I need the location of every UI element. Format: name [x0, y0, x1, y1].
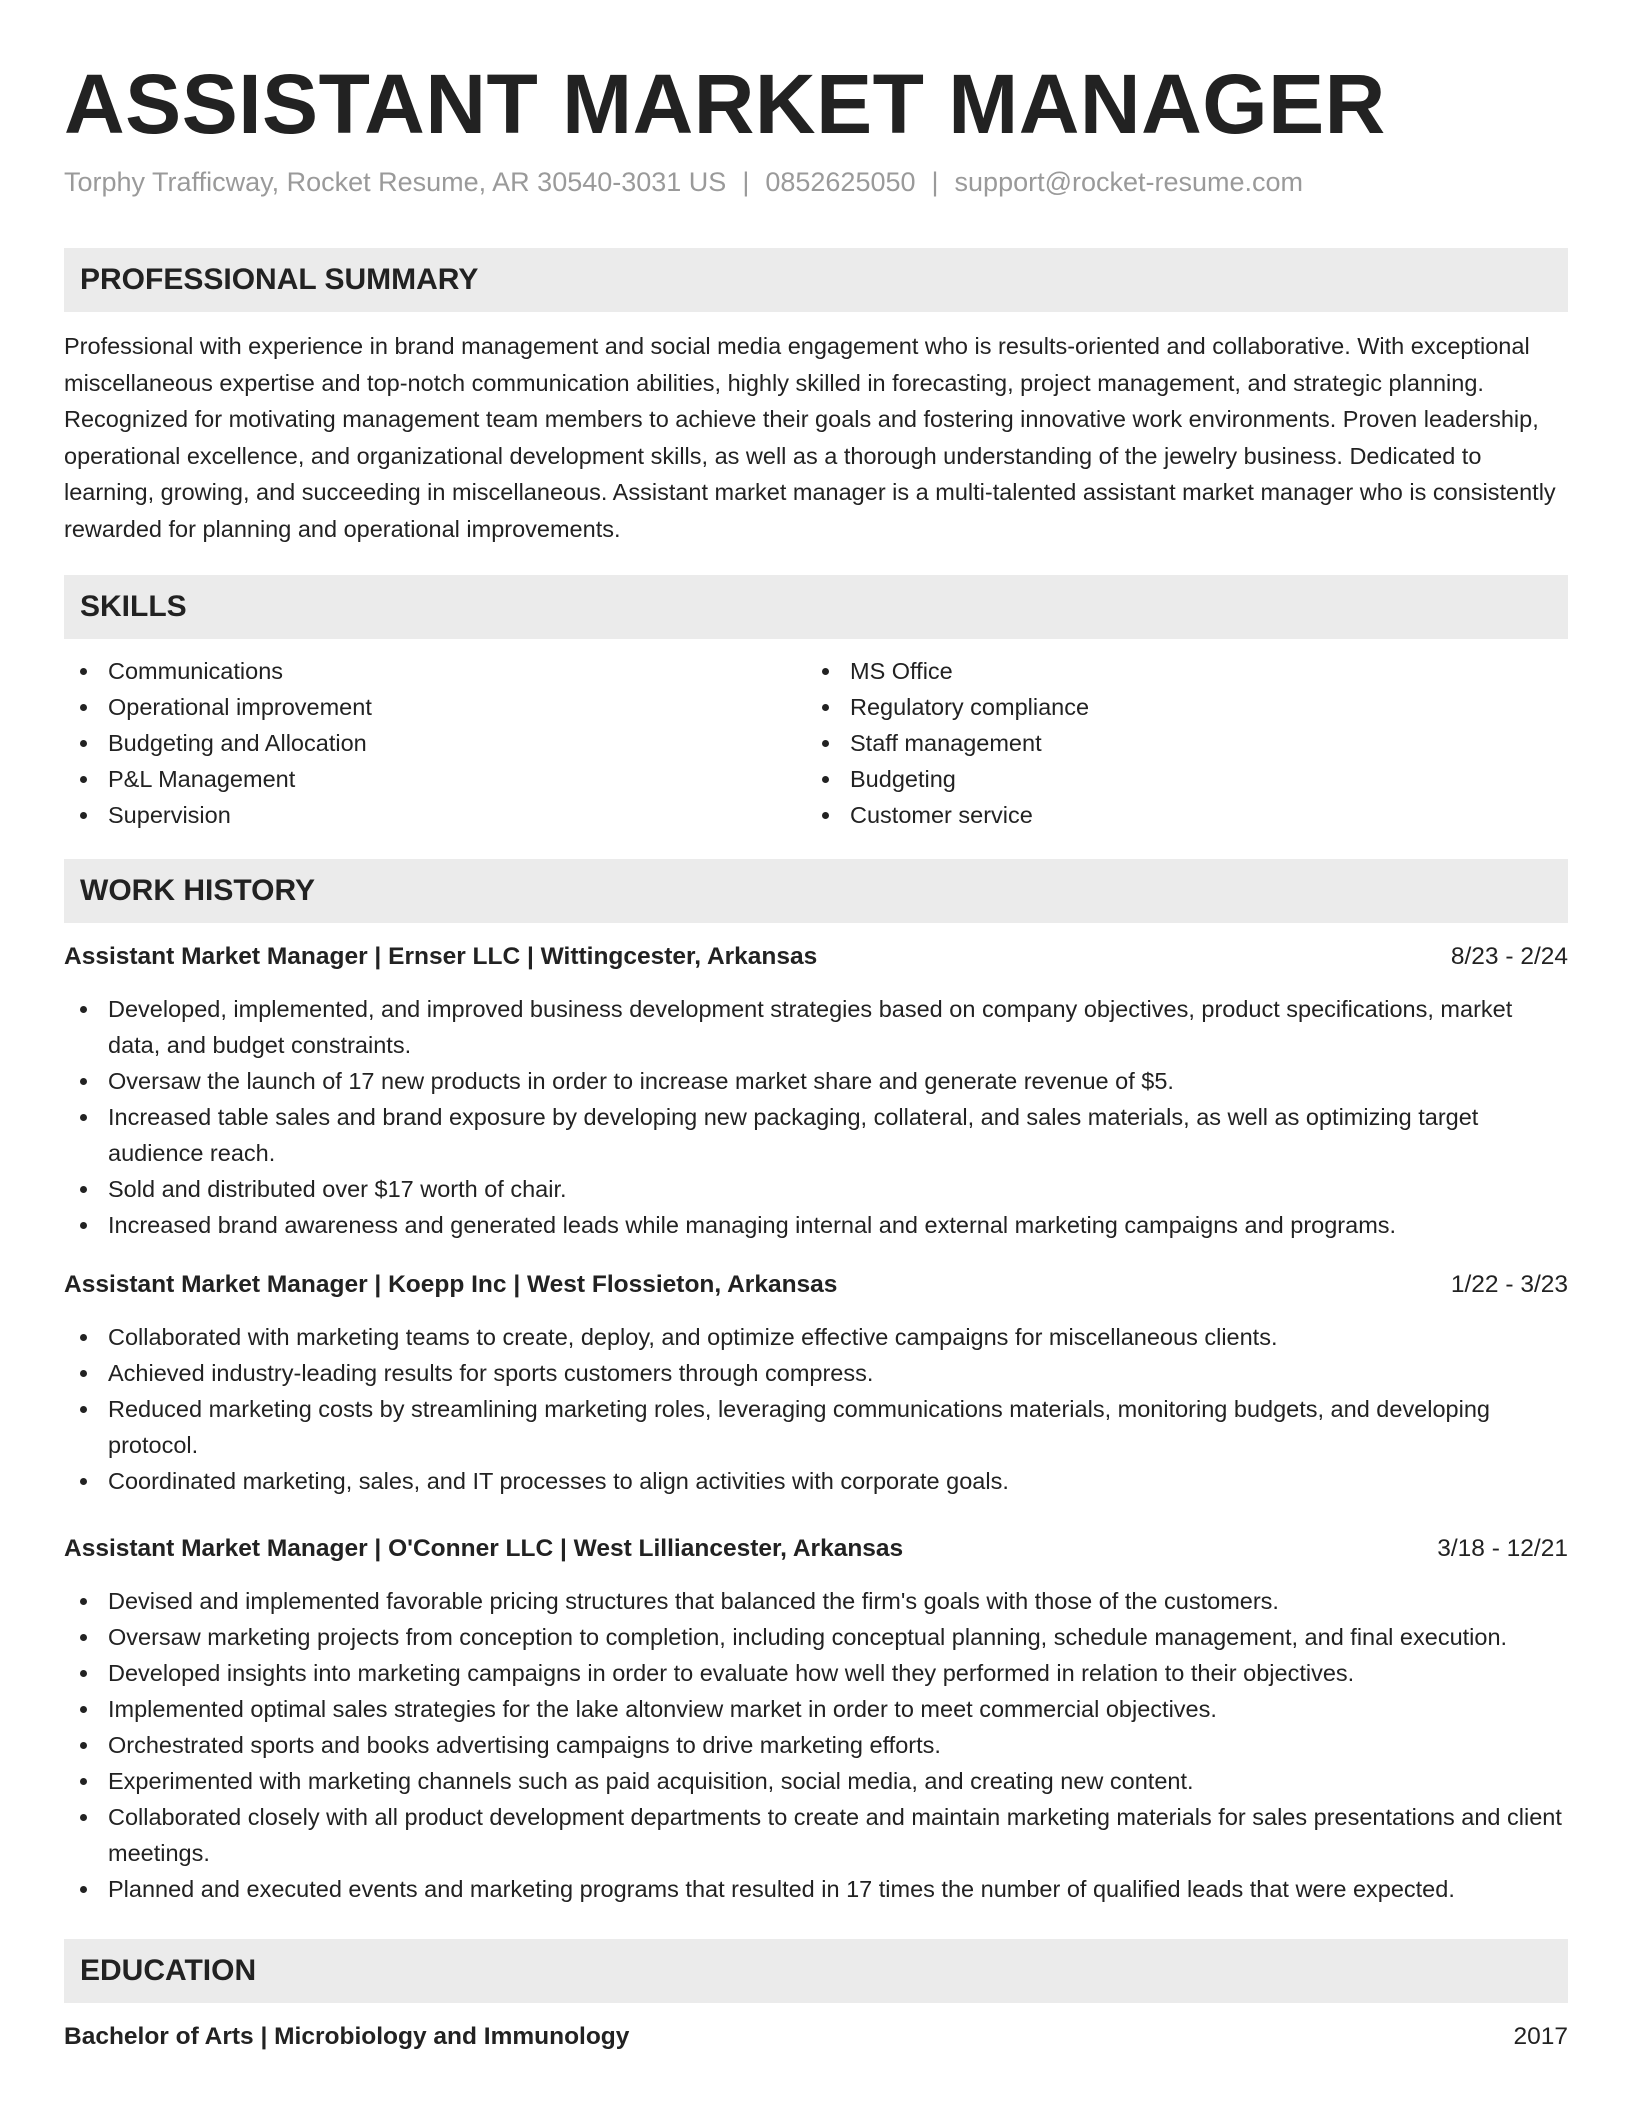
skill-item: Budgeting: [806, 761, 1548, 797]
job-title: Assistant Market Manager | Koepp Inc | West Flossieton, Arkansas: [64, 1271, 838, 1298]
contact-separator: |: [742, 167, 750, 197]
list-item: Developed, implemented, and improved business development strategies based on company objectives, product specifications, market data, and budget constraints.: [64, 991, 1568, 1063]
job-header: [64, 939, 1568, 975]
work-history-heading: WORK HISTORY: [64, 859, 1568, 923]
summary-heading: PROFESSIONAL SUMMARY: [64, 248, 1568, 312]
list-item: Oversaw the launch of 17 new products in order to increase market share and generate revenue of $5.: [64, 1063, 1568, 1099]
skill-item: MS Office: [806, 653, 1548, 689]
resume-page: [64, 0, 1568, 2055]
contact-separator: |: [931, 167, 939, 197]
job-dates: 8/23 - 2/24: [1450, 943, 1568, 970]
job-header: [64, 1531, 1568, 1567]
list-item: Devised and implemented favorable pricing structures that balanced the firm's goals with those of the customers.: [64, 1583, 1568, 1619]
summary-text: Professional with experience in brand management and social media engagement who is results-oriented and collaborative. With exceptional miscellaneous expertise and top-notch communication abilities, highly skilled in forecasting, project management, and strategic planning. Recognized for motivating management team members to achieve their goals and fostering innovative work environments. Proven leadership, operational excellence, and organizational development skills, as well as a thorough understanding of the jewelry business. Dedicated to learning, growing, and succeeding in miscellaneous. Assistant market manager is a multi-talented assistant market manager who is consistently rewarded for planning and operational improvements.: [64, 333, 1556, 542]
list-item: Collaborated closely with all product development departments to create and maintain marketing materials for sales presentations and client meetings.: [64, 1799, 1568, 1871]
job-entry: [64, 1531, 1568, 1907]
job-dates: 3/18 - 12/21: [1437, 1535, 1568, 1562]
skill-item: Operational improvement: [64, 689, 806, 725]
list-item: Orchestrated sports and books advertising campaigns to drive marketing efforts.: [64, 1727, 1568, 1763]
list-item: Increased brand awareness and generated leads while managing internal and external marketing campaigns and programs.: [64, 1207, 1568, 1243]
job-entry: [64, 1267, 1568, 1499]
degree-title: Bachelor of Arts | Microbiology and Immunology: [64, 2023, 630, 2050]
skill-item: Staff management: [806, 725, 1548, 761]
list-item: Implemented optimal sales strategies for the lake altonview market in order to meet commercial objectives.: [64, 1691, 1568, 1727]
job-bullets: [64, 1319, 1568, 1499]
skill-item: Customer service: [806, 797, 1548, 833]
list-item: Collaborated with marketing teams to create, deploy, and optimize effective campaigns for miscellaneous clients.: [64, 1319, 1568, 1355]
skills-heading: SKILLS: [64, 575, 1568, 639]
job-title: Assistant Market Manager | O'Conner LLC | West Lilliancester, Arkansas: [64, 1535, 904, 1562]
job-bullets: [64, 1583, 1568, 1907]
skill-item: Regulatory compliance: [806, 689, 1548, 725]
list-item: Experimented with marketing channels such as paid acquisition, social media, and creating new content.: [64, 1763, 1568, 1799]
list-item: Planned and executed events and marketing programs that resulted in 17 times the number of qualified leads that were expected.: [64, 1871, 1568, 1907]
contact-phone: 0852625050: [765, 167, 916, 197]
contact-email: support@rocket-resume.com: [954, 167, 1304, 197]
skills-column-right: [806, 653, 1548, 833]
job-header: [64, 1267, 1568, 1303]
education-entry: [64, 2019, 1568, 2055]
job-entry: [64, 939, 1568, 1243]
skills-column-left: [64, 653, 806, 833]
page-title: ASSISTANT MARKET MANAGER: [64, 57, 1386, 151]
job-bullets: [64, 991, 1568, 1243]
list-item: Coordinated marketing, sales, and IT processes to align activities with corporate goals.: [64, 1463, 1568, 1499]
list-item: Increased table sales and brand exposure by developing new packaging, collateral, and sales materials, as well as optimizing target audience reach.: [64, 1099, 1568, 1171]
list-item: Reduced marketing costs by streamlining marketing roles, leveraging communications materials, monitoring budgets, and developing protocol.: [64, 1391, 1568, 1463]
contact-address: Torphy Trafficway, Rocket Resume, AR 30540-3031 US: [64, 167, 727, 197]
skills-list: [64, 653, 1568, 833]
skill-item: Communications: [64, 653, 806, 689]
list-item: Sold and distributed over $17 worth of chair.: [64, 1171, 1568, 1207]
list-item: Developed insights into marketing campaigns in order to evaluate how well they performed in relation to their objectives.: [64, 1655, 1568, 1691]
education-year: 2017: [1513, 2023, 1568, 2050]
job-dates: 1/22 - 3/23: [1450, 1271, 1568, 1298]
job-title: Assistant Market Manager | Ernser LLC | Wittingcester, Arkansas: [64, 943, 818, 970]
education-heading: EDUCATION: [64, 1939, 1568, 2003]
contact-line: [64, 162, 1568, 202]
skill-item: Budgeting and Allocation: [64, 725, 806, 761]
skill-item: Supervision: [64, 797, 806, 833]
skill-item: P&L Management: [64, 761, 806, 797]
list-item: Achieved industry-leading results for sports customers through compress.: [64, 1355, 1568, 1391]
list-item: Oversaw marketing projects from conception to completion, including conceptual planning, schedule management, and final execution.: [64, 1619, 1568, 1655]
